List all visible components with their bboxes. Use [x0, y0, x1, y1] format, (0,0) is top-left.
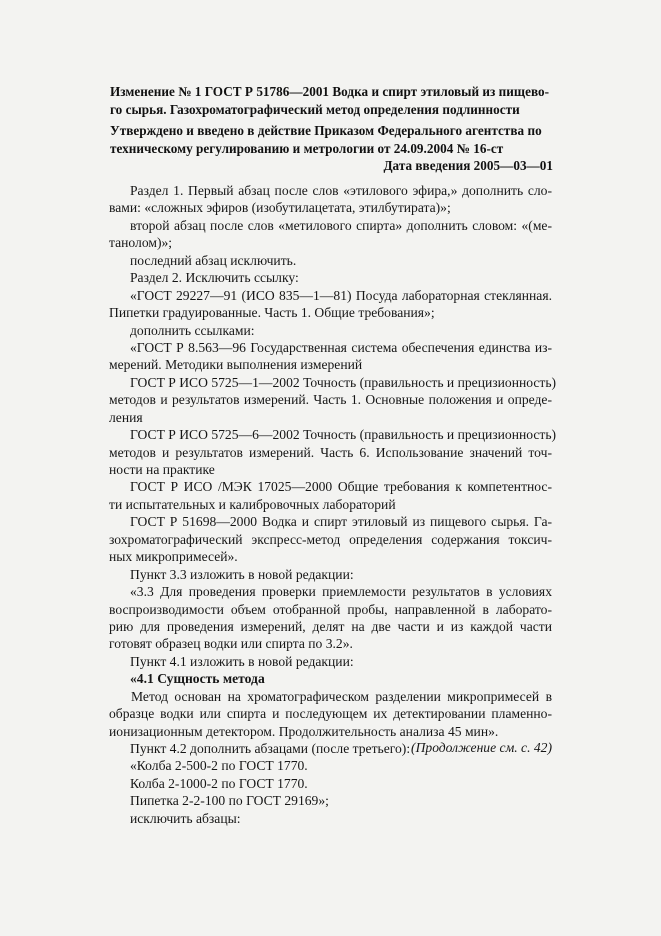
- effective-date: Дата введения 2005—03—01: [383, 158, 553, 173]
- body-line: танолом)»;: [109, 235, 173, 251]
- body-line: «ГОСТ 29227—91 (ИСО 835—1—81) Посуда лабораторная стеклянная.: [130, 287, 552, 303]
- body-line: дополнить ссылками:: [130, 322, 255, 338]
- body-line: методов и результатов измерений. Часть 6. Использование значений точ-: [109, 444, 552, 460]
- body-line: «ГОСТ Р 8.563—96 Государственная система обеспечения единства из-: [130, 339, 552, 355]
- header-title-line-2: го сырья. Газохроматографический метод определения подлинности: [110, 101, 520, 117]
- body-line: ГОСТ Р 51698—2000 Водка и спирт этиловый из пищевого сырья. Га-: [130, 514, 552, 530]
- body-line: Пипетка 2-2-100 по ГОСТ 29169»;: [130, 793, 329, 809]
- body-line: второй абзац после слов «метилового спирта» дополнить словом: «(ме-: [130, 217, 552, 233]
- amendment-header: [110, 83, 553, 175]
- body-line: Пипетки градуированные. Часть 1. Общие требования»;: [109, 305, 435, 321]
- body-line: воспроизводимости объем отобранной пробы, направленной в лаборато-: [109, 601, 552, 617]
- section-heading: «4.1 Сущность метода: [130, 671, 265, 687]
- body-line: Колба 2-1000-2 по ГОСТ 1770.: [130, 775, 308, 791]
- body-line: ГОСТ Р ИСО /МЭК 17025—2000 Общие требования к компетентнос-: [130, 479, 552, 495]
- body-line: ности на практике: [109, 462, 215, 477]
- body-line: исключить абзацы:: [130, 810, 241, 826]
- header-approval-line-1: Утверждено и введено в действие Приказом Федерального агентства по: [110, 123, 542, 138]
- body-line: рию для проведения измерений, делят на две части и из каждой части: [109, 618, 552, 634]
- body-line: вами: «сложных эфиров (изобутилацетата, этилбутирата)»;: [109, 200, 451, 216]
- body-line: Раздел 1. Первый абзац после слов «этилового эфира,» дополнить сло-: [130, 183, 552, 198]
- body-line: Пункт 4.2 дополнить абзацами (после третьего):: [130, 741, 411, 756]
- body-line: «Колба 2-500-2 по ГОСТ 1770.: [130, 758, 308, 774]
- body-line: мерений. Методики выполнения измерений: [109, 357, 363, 373]
- body-line: ления: [109, 409, 143, 425]
- body-line: ных микропримесей».: [109, 549, 238, 565]
- amendment-body: [109, 182, 557, 827]
- header-title-line-1: Изменение № 1 ГОСТ Р 51786—2001 Водка и спирт этиловый из пищево-: [110, 84, 550, 99]
- body-line: ГОСТ Р ИСО 5725—6—2002 Точность (правильность и прецизионность): [130, 427, 557, 443]
- continuation-note: (Продолжение см. с. 42): [411, 740, 552, 755]
- body-line: последний абзац исключить.: [130, 252, 297, 268]
- body-line: образце водки или спирта и последующем их детектировании пламенно-: [109, 706, 552, 722]
- body-line: методов и результатов измерений. Часть 1. Основные положения и опреде-: [109, 392, 552, 408]
- body-line: готовят образец водки или спирта по 3.2».: [109, 636, 353, 652]
- body-line: ионизационным детектором. Продолжительность анализа 45 мин».: [109, 723, 499, 739]
- body-line: Пункт 4.1 изложить в новой редакции:: [130, 653, 354, 669]
- body-line: Метод основан на хроматографическом разделении микропримесей в: [131, 688, 552, 704]
- header-approval-line-2: техническому регулированию и метрологии от 24.09.2004 № 16-ст: [110, 140, 504, 156]
- body-line: «3.3 Для проведения проверки приемлемости результатов в условиях: [130, 584, 552, 600]
- body-line: зохроматографический экспресс-метод определения содержания токсич-: [109, 531, 552, 547]
- body-line: ГОСТ Р ИСО 5725—1—2002 Точность (правильность и прецизионность): [130, 374, 557, 390]
- body-line: ти испытательных и калибровочных лабораторий: [109, 496, 396, 512]
- body-line: Раздел 2. Исключить ссылку:: [130, 270, 299, 286]
- body-line: Пункт 3.3 изложить в новой редакции:: [130, 566, 354, 582]
